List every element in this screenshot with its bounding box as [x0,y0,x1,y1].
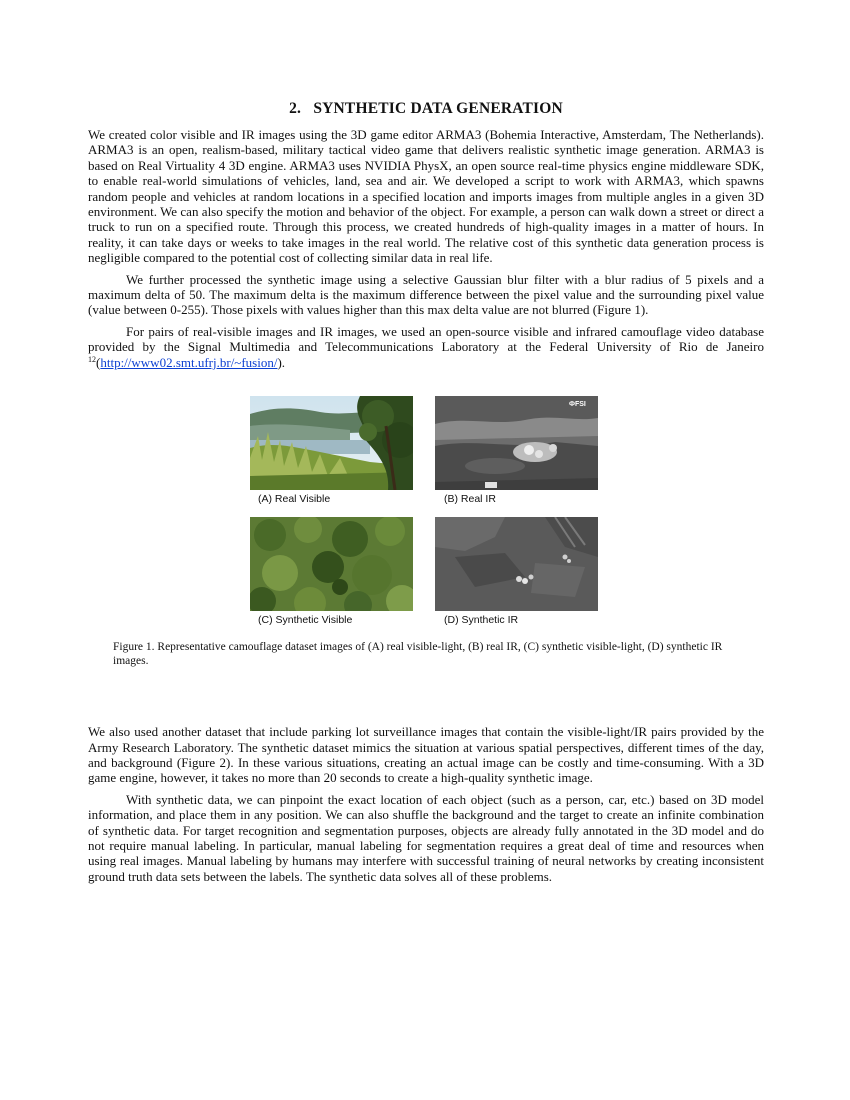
paper-page [88,100,764,890]
paragraph-3-text: For pairs of real-visible images and IR images, we used an open-source visible and infrared camouflage video database provided by the Signal Multimedia and Telecommunications Laboratory at the Federal University of Rio de Janeiro [88,323,764,355]
dataset-link[interactable]: http://www02.smt.ufrj.br/~fusion/ [100,354,278,370]
label-synthetic-ir: (D) Synthetic IR [444,614,519,627]
real-visible-image [250,396,413,490]
section-number: 2. [289,100,302,117]
synthetic-ir-image [435,517,598,611]
paren-open: ( [96,354,101,370]
figure-1 [88,396,764,696]
paragraph-2: We further processed the synthetic image using a selective Gaussian blur filter with a blur radius of 5 pixels and a maximum delta of 50. The maximum delta is the maximum difference between the pixel value and the surrounding pixel value (value between 0-255). Those pixels with values higher than this max delta value are not blurred (Figure 1). [88,271,764,318]
section-title: SYNTHETIC DATA GENERATION [313,100,563,117]
citation-ref: 12 [88,354,96,364]
label-real-visible: (A) Real Visible [258,493,331,506]
label-real-ir: (B) Real IR [444,493,496,506]
ir-watermark: ФFSI [569,401,586,409]
section-heading [88,100,764,118]
figure-caption: Figure 1. Representative camouflage dataset images of (A) real visible-light, (B) real IR, (C) synthetic visible-light, (D) synthetic IR images. [113,641,723,668]
synthetic-visible-image [250,517,413,611]
paragraph-5: With synthetic data, we can pinpoint the exact location of each object (such as a person, car, etc.) based on 3D model information, and place them in any position. We can also shuffle the background and the target to create an infinite combination of synthetic data. For target recognition and segmentation purposes, objects are already fully annotated in the 3D model and do not require manual labeling. In particular, manual labeling for segmentation requires a great deal of time and resources when using real images. Manual labeling by humans may interfere with successful training of neural networks by creating inconsistent ground truth data sets between the labels. The synthetic data solves all of these problems. [88,791,764,884]
real-ir-image [435,396,598,490]
paragraph-1: We created color visible and IR images using the 3D game editor ARMA3 (Bohemia Interactive, Amsterdam, The Netherlands). ARMA3 is an open, realism-based, military tactical video game that delivers realistic synthetic image generation. ARMA3 is based on Real Virtuality 4 3D engine. ARMA3 uses NVIDIA PhysX, an open source real-time physics engine middleware SDK, to enable real-world simulations of vehicles, land, sea and air. We developed a script to work with ARMA3, which spawns random people and vehicles at random locations in a specified location and imports images from multiple angles in a given 3D environment. We can also specify the motion and behavior of the object. For example, a person can walk down a street or direct a truck to run on a specified route. Through this process, we created hundreds of high-quality images in a matter of hours. In reality, it can take days or weeks to take images in the real world. The relative cost of this synthetic data generation process is negligible compared to the potential cost of collecting similar data in real life. [88,127,764,266]
paragraph-3 [88,324,764,370]
paragraph-3-end: ). [277,354,286,370]
paragraph-4: We also used another dataset that include parking lot surveillance images that contain the visible-light/IR pairs provided by the Army Research Laboratory. The synthetic dataset mimics the situation at various spatial perspectives, different times of the day, and background (Figure 2). In these various situations, creating an actual image can be costly and time-consuming. With a 3D game engine, however, it takes no more than 20 seconds to create a high-quality synthetic image. [88,724,764,786]
label-synthetic-visible: (C) Synthetic Visible [258,614,353,627]
